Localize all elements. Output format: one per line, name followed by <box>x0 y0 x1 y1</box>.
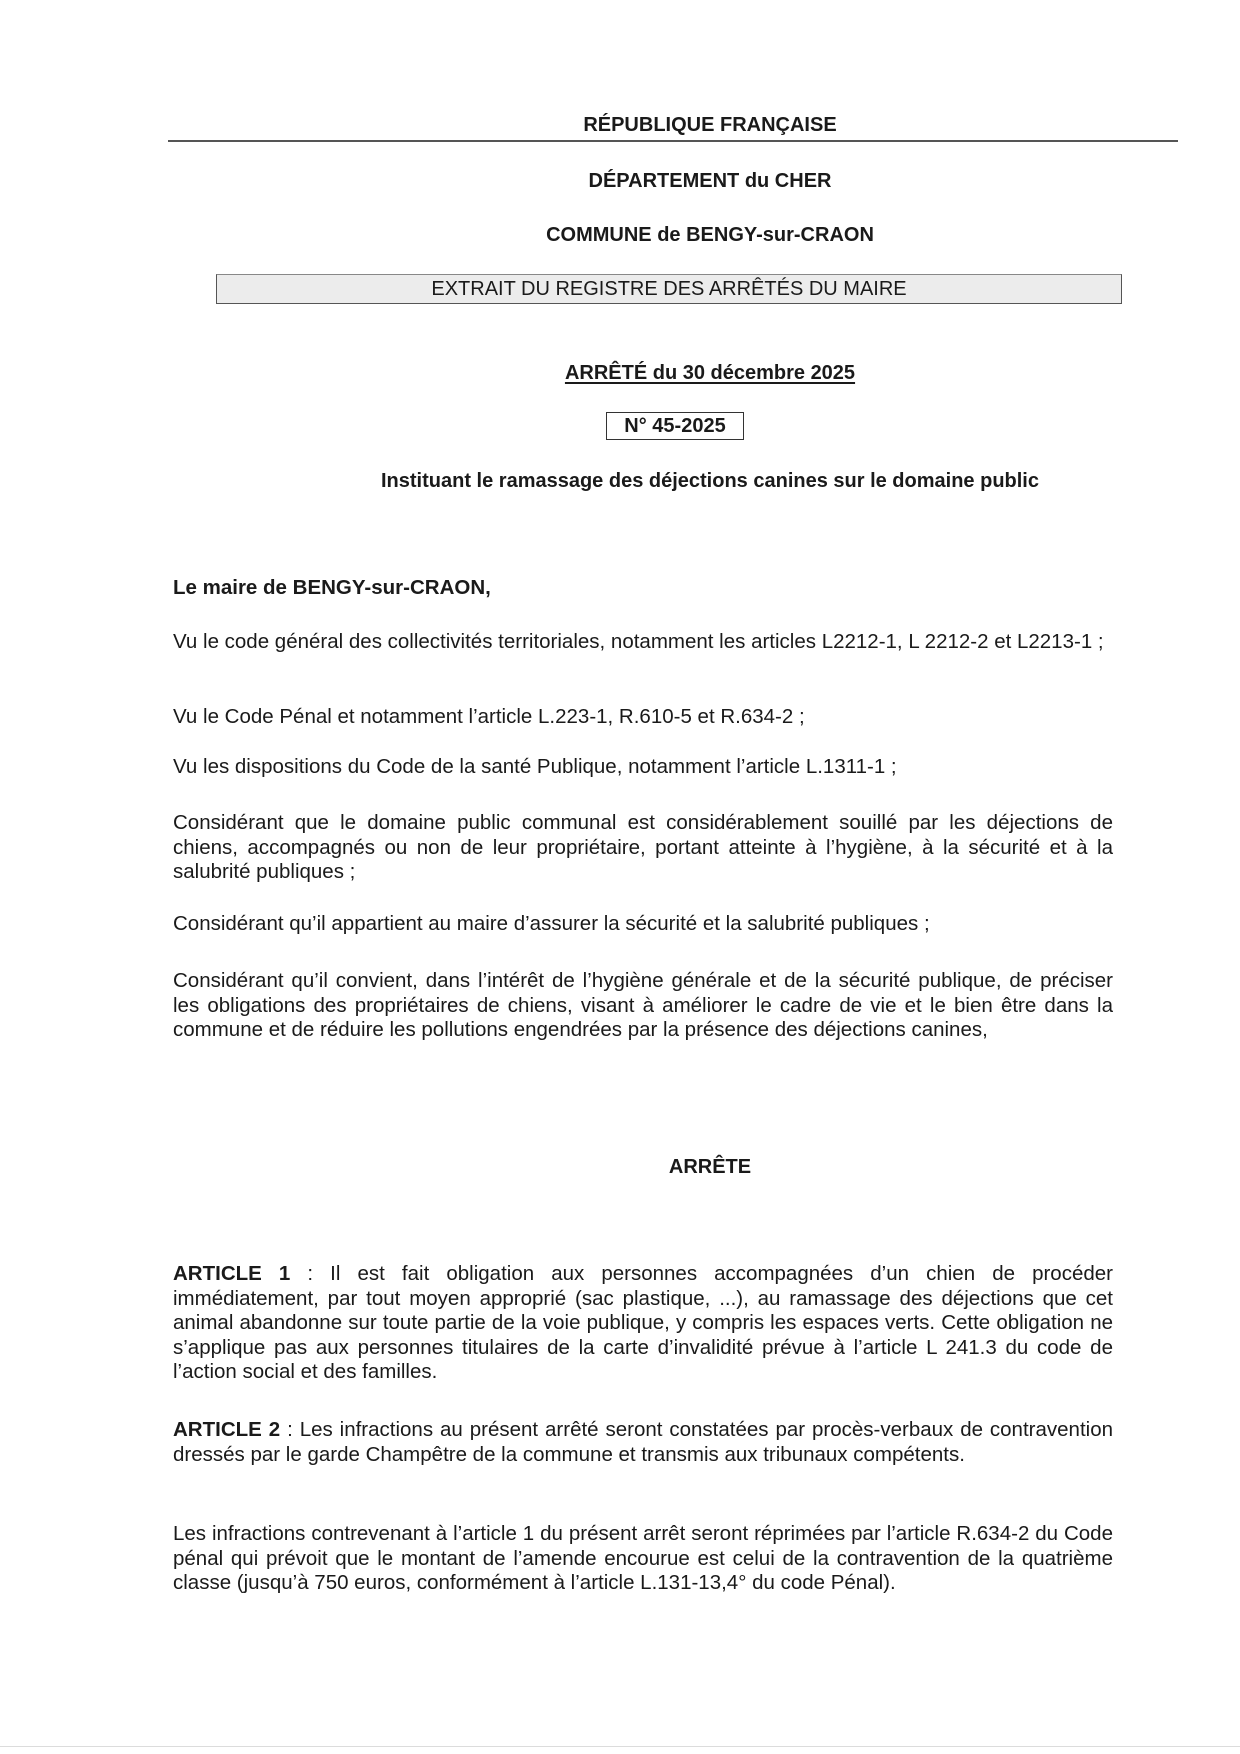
article-1 <box>173 1262 1113 1385</box>
arrete-subject: Instituant le ramassage des déjections canines sur le domaine public <box>381 470 1039 492</box>
register-banner: EXTRAIT DU REGISTRE DES ARRÊTÉS DU MAIRE <box>216 274 1122 304</box>
vu-paragraph: Vu le code général des collectivités territoriales, notamment les articles L2212-1, L 2212-2 et L2213-1 ; <box>173 630 1104 653</box>
arrete-date-title: ARRÊTÉ du 30 décembre 2025 <box>564 362 856 384</box>
header-divider <box>168 140 1178 142</box>
article-2-text: Les infractions au présent arrêté seront constatées par procès-verbaux de contravention dressés par le garde Champêtre de la commune et transmis aux tribunaux compétents. <box>173 1418 1113 1466</box>
vu-paragraph: Vu les dispositions du Code de la santé Publique, notamment l’article L.1311-1 ; <box>173 755 897 778</box>
republic-title: RÉPUBLIQUE FRANÇAISE <box>583 114 837 136</box>
article-2 <box>173 1418 1113 1467</box>
article-separator: : <box>290 1262 331 1285</box>
arrete-number-box: N° 45-2025 <box>606 412 744 440</box>
article-1-label: ARTICLE 1 <box>173 1262 291 1285</box>
considerant-paragraph: Considérant qu’il convient, dans l’intérêt de l’hygiène générale et de la sécurité publique, de préciser les obligations des propriétaires de chiens, visant à améliorer le cadre de vie et le bien être dans la commune et de réduire les pollutions engendrées par la présence des déjections canines, <box>173 969 1113 1041</box>
article-1-text: Il est fait obligation aux personnes accompagnées d’un chien de procéder immédiatement, par tout moyen approprié (sac plastique, ...), au ramassage des déjections que cet animal abandonne sur toute partie de la voie publique, y compris les espaces verts. Cette obligation ne s’applique pas aux personnes titulaires de la carte d’invalidité prévue à l’article L 241.3 du code de l’action social et des familles. <box>173 1262 1113 1383</box>
article-2-label: ARTICLE 2 <box>173 1418 281 1441</box>
commune-title: COMMUNE de BENGY-sur-CRAON <box>546 224 874 246</box>
arrete-heading: ARRÊTE <box>668 1156 752 1178</box>
department-title: DÉPARTEMENT du CHER <box>588 170 832 192</box>
article-separator: : <box>280 1418 300 1441</box>
vu-paragraph: Vu le Code Pénal et notamment l’article L.223-1, R.610-5 et R.634-2 ; <box>173 705 805 728</box>
considerant-paragraph: Considérant qu’il appartient au maire d’assurer la sécurité et la salubrité publiques ; <box>173 912 930 935</box>
article-2-continuation: Les infractions contrevenant à l’article 1 du présent arrêt seront réprimées par l’article R.634-2 du Code pénal qui prévoit que le montant de l’amende encourue est celui de la contravention de la quatrième classe (jusqu’à 750 euros, conformément à l’article L.131-13,4° du code Pénal). <box>173 1522 1113 1594</box>
page-bottom-edge <box>0 1746 1240 1747</box>
considerant-paragraph: Considérant que le domaine public communal est considérablement souillé par les déjections de chiens, accompagnés ou non de leur propriétaire, portant atteinte à l’hygiène, à la sécurité et à la salubrité publiques ; <box>173 811 1113 883</box>
mayor-line: Le maire de BENGY-sur-CRAON, <box>173 576 491 599</box>
